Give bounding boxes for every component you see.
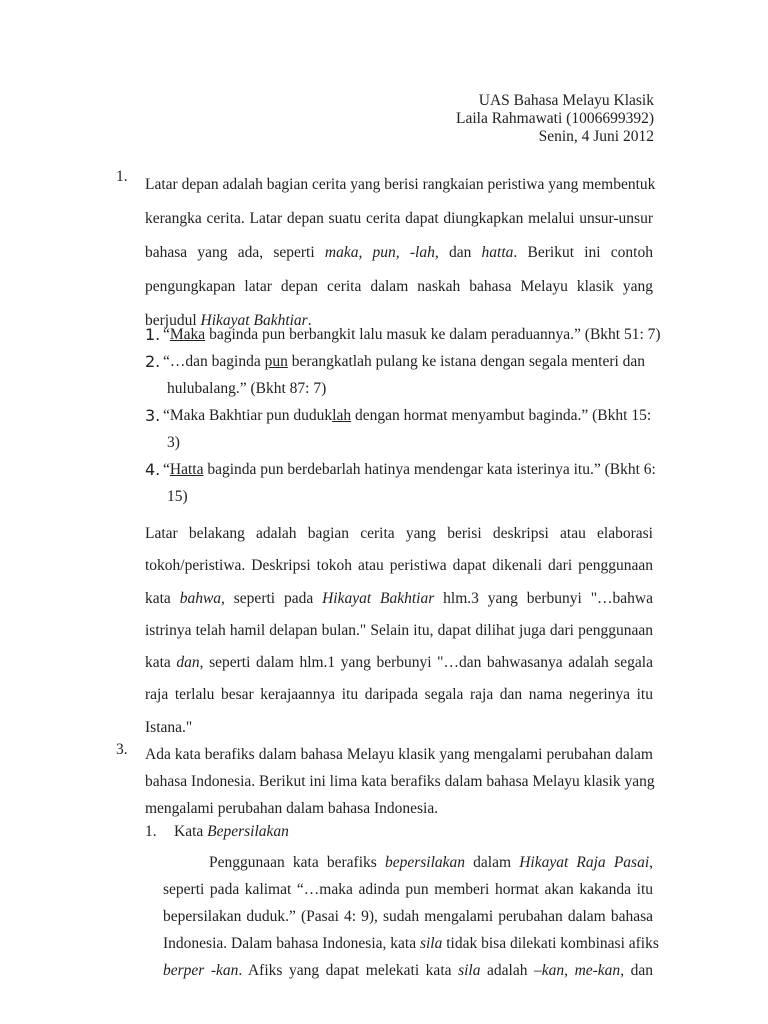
italic-term: sila [419,935,443,952]
course-title: UAS Bahasa Melayu Klasik [478,92,654,109]
text-line: kata dan, seperti dalam hlm.1 yang berbunyi "…dan bahwasanya adalah segala [145,654,653,672]
subitem-1-label: Kata Bepersilakan [174,823,289,840]
section-3-number: 3. [116,741,128,758]
example-3-number: 3. [145,406,161,425]
text-line: seperti pada kalimat “…maka adinda pun memberi hormat akan kakanda itu [163,881,653,898]
example-1-number: 1. [145,325,161,344]
text-line: kata bahwa, seperti pada Hikayat Bakhtiar hlm.3 yang berbunyi "…bahwa [145,589,653,607]
text-line: bahasa yang ada, seperti maka, pun, -lah, dan hatta. Berikut ini contoh [145,244,653,261]
subitem-1-number: 1. [145,823,157,840]
italic-term: hatta [481,244,514,261]
section-1-paragraph-2 [145,518,653,744]
date-line: Senin, 4 Juni 2012 [538,128,654,145]
section-1-paragraph-1 [145,168,656,338]
text-line: raja terlalu besar kerajaannya itu daripada segala raja dan nama negerinya itu [145,686,653,704]
italic-term: Bepersilakan [207,823,289,840]
example-4-continuation: 15) [167,488,188,505]
italic-term: sila [458,962,481,979]
italic-term: bahwa [179,589,222,607]
text-line: Indonesia. Dalam bahasa Indonesia, kata sila tidak bisa dilekati kombinasi afiks [163,935,659,952]
italic-term: dan [176,654,200,672]
italic-title: Hikayat Raja Pasai [519,854,650,871]
text-line: istrinya telah hamil delapan bulan." Selain itu, dapat dilihat juga dari penggunaan [145,621,653,639]
text-line: Penggunaan kata berafiks bepersilakan dalam Hikayat Raja Pasai, [209,854,653,871]
underlined-term: Hatta [169,461,204,478]
italic-title: Hikayat Bakhtiar [200,312,308,329]
text-line: Latar depan adalah bagian cerita yang berisi rangkaian peristiwa yang membentuk [145,176,656,193]
example-2-continuation: hulubalang.” (Bkht 87: 7) [167,380,327,397]
text-line: pengungkapan latar depan cerita dalam naskah bahasa Melayu klasik yang [145,278,653,295]
italic-term: berper -kan [163,962,239,979]
italic-term: maka, pun, -lah, [324,244,439,261]
text-line: bahasa Indonesia. Berikut ini lima kata berafiks dalam bahasa Melayu klasik yang [145,773,655,790]
text-line: Istana." [145,718,193,736]
subitem-1-paragraph [163,849,659,984]
text-line: kerangka cerita. Latar depan suatu cerita dapat diungkapkan melalui unsur-unsur [145,210,653,227]
text-line: Ada kata berafiks dalam bahasa Melayu klasik yang mengalami perubahan dalam [145,746,653,763]
example-3-continuation: 3) [167,434,180,451]
text-line: berper -kan. Afiks yang dapat melekati kata sila adalah –kan, me-kan, dan [163,962,653,979]
author-line: Laila Rahmawati (1006699392) [455,110,654,127]
text-line: berjudul Hikayat Bakhtiar. [145,312,312,329]
text-line: Latar belakang adalah bagian cerita yang berisi deskripsi atau elaborasi [145,525,653,542]
document-header [456,92,654,146]
text-line: mengalami perubahan dalam bahasa Indonesia. [145,800,439,817]
italic-title: Hikayat Bakhtiar [322,589,435,607]
example-4-text: “Hatta baginda pun berdebarlah hatinya mendengar kata isterinya itu.” (Bkht 6: [163,461,656,478]
underlined-term: lah [332,407,352,424]
section-3-intro [145,741,653,822]
underlined-term: pun [264,353,288,370]
text-line: bepersilakan duduk.” (Pasai 4: 9), sudah mengalami perubahan dalam bahasa [163,908,653,925]
text-line: tokoh/peristiwa. Deskripsi tokoh atau peristiwa dapat dikenali dari penggunaan [145,557,653,575]
example-3-text: “Maka Bakhtiar pun duduklah dengan hormat menyambut baginda.” (Bkht 15: [163,407,652,424]
example-2-number: 2. [145,352,161,371]
example-1-text: “Maka baginda pun berbangkit lalu masuk ke dalam peraduannya.” (Bkht 51: 7) [163,326,661,343]
italic-term: –kan, me-kan [534,962,621,979]
underlined-term: Maka [169,326,206,343]
section-1-number: 1. [116,168,128,185]
italic-term: bepersilakan [384,854,466,871]
example-2-text: “…dan baginda pun berangkatlah pulang ke istana dengan segala menteri dan [163,353,646,370]
example-4-number: 4. [145,460,161,479]
